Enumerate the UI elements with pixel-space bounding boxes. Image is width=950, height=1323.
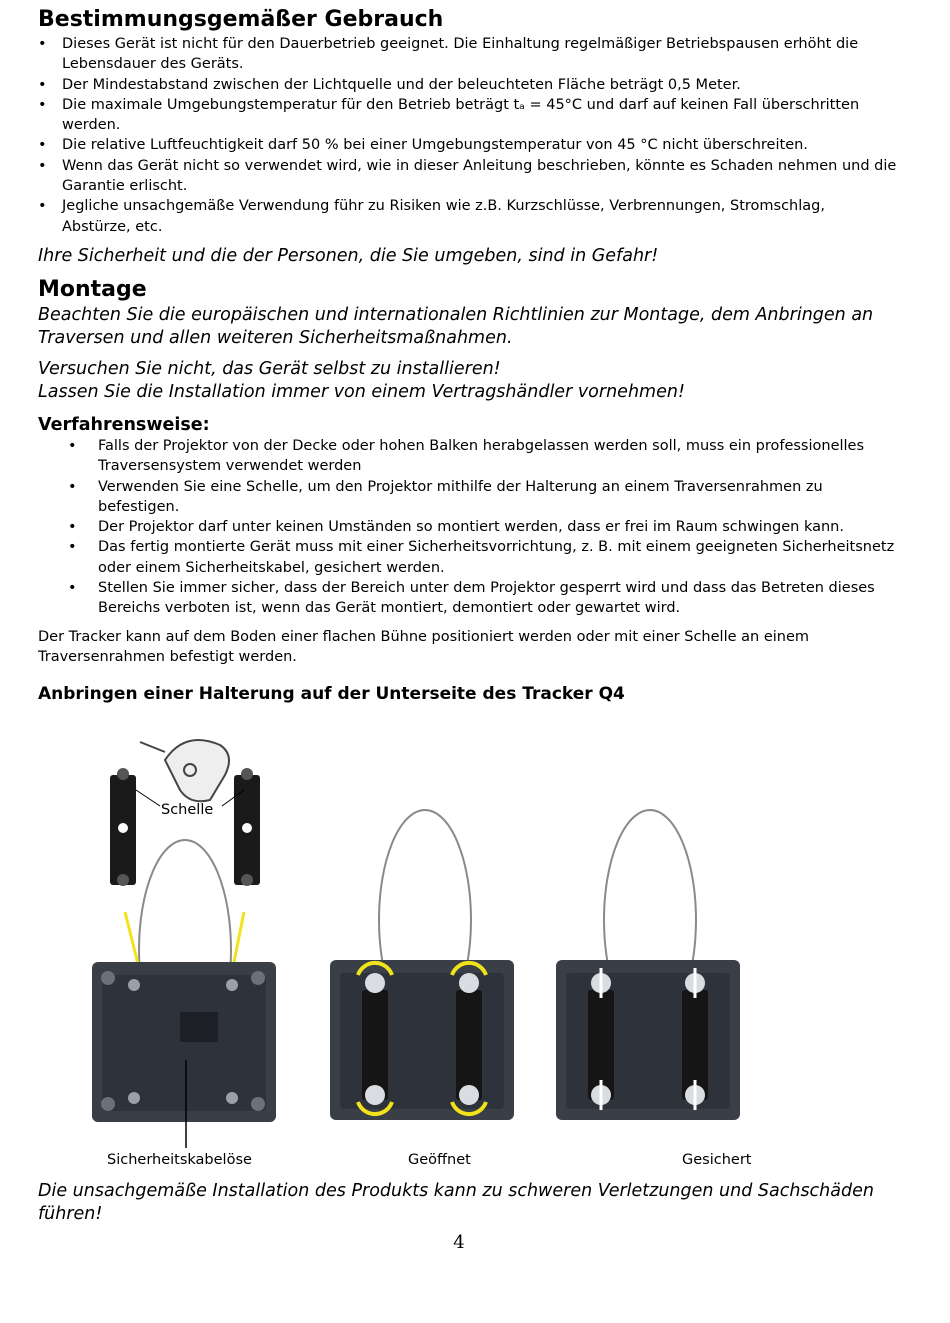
- list-item: • Jegliche unsachgemäße Verwendung führ zu Risiken wie z.B. Kurzschlüsse, Verbrennungen, Stromschlag, Abstürze, etc.: [38, 196, 898, 237]
- list-item: • Dieses Gerät ist nicht für den Dauerbetrieb geeignet. Die Einhaltung regelmäßiger Betriebspausen erhöht die Lebensdauer des Geräts.: [38, 34, 898, 75]
- list-item: • Der Mindestabstand zwischen der Lichtquelle und der beleuchteten Fläche beträgt 0,5 Meter.: [38, 75, 898, 95]
- list-item: • Die maximale Umgebungstemperatur für den Betrieb beträgt tₐ = 45°C und darf auf keinen Fall überschritten werden.: [38, 95, 898, 136]
- section-title-mounting: Montage: [38, 276, 147, 302]
- label-secured: Gesichert: [682, 1152, 752, 1168]
- safety-warning: Ihre Sicherheit und die der Personen, die Sie umgeben, sind in Gefahr!: [38, 245, 659, 266]
- bracket-left: [110, 768, 136, 886]
- list-item: • Stellen Sie immer sicher, dass der Bereich unter dem Projektor gesperrt wird und dass das Betreten dieses Bereichs verboten ist, wenn das Gerät montiert, demontiert oder gewartet wird.: [38, 578, 898, 619]
- device-secured: [556, 960, 740, 1120]
- list-item: • Wenn das Gerät nicht so verwendet wird, wie in dieser Anleitung beschrieben, könnte es Schaden nehmen und die Garantie erlischt.: [38, 156, 898, 197]
- list-item: • Das fertig montierte Gerät muss mit einer Sicherheitsvorrichtung, z. B. mit einem geeigneten Sicherheitsnetz oder einem Sicherheitskabel, gesichert werden.: [38, 537, 898, 578]
- list-item: • Falls der Projektor von der Decke oder hohen Balken herabgelassen werden soll, muss ein professionelles Traversensystem verwendet werden: [38, 436, 898, 477]
- list-item: • Der Projektor darf unter keinen Umständen so montiert werden, dass er frei im Raum schwingen kann.: [38, 517, 898, 537]
- device-bottom-view: [92, 962, 276, 1122]
- bracket-right: [234, 768, 260, 886]
- installation-warning: Die unsachgemäße Installation des Produkts kann zu schweren Verletzungen und Sachschäden führen!: [38, 1181, 874, 1224]
- clamp-icon: [140, 740, 229, 801]
- mounting-warning-1: Versuchen Sie nicht, das Gerät selbst zu installieren!: [38, 358, 501, 379]
- procedure-title: Verfahrensweise:: [38, 414, 210, 435]
- mounting-intro: Beachten Sie die europäischen und internationalen Richtlinien zur Montage, dem Anbringen an Traversen und allen weiteren Sicherheitsmaßnahmen.: [38, 304, 874, 348]
- list-item: • Die relative Luftfeuchtigkeit darf 50 % bei einer Umgebungstemperatur von 45 °C nicht überschreiten.: [38, 135, 898, 155]
- figure-title: Anbringen einer Halterung auf der Unterseite des Tracker Q4: [38, 684, 625, 705]
- section-title-intended-use: Bestimmungsgemäßer Gebrauch: [38, 7, 444, 32]
- label-clamp: Schelle: [161, 802, 214, 818]
- procedure-note: Der Tracker kann auf dem Boden einer flachen Bühne positioniert werden oder mit einer Schelle an einem Traversenrahmen befestigt werden.: [38, 628, 809, 665]
- label-opened: Geöffnet: [408, 1152, 471, 1168]
- list-item: • Verwenden Sie eine Schelle, um den Projektor mithilfe der Halterung an einem Traversenrahmen zu befestigen.: [38, 477, 898, 518]
- device-opened: [330, 960, 514, 1120]
- label-eyelet: Sicherheitskabelöse: [107, 1152, 252, 1168]
- mounting-warning-2: Lassen Sie die Installation immer von einem Vertragshändler vornehmen!: [38, 381, 685, 402]
- page-number: 4: [453, 1232, 465, 1253]
